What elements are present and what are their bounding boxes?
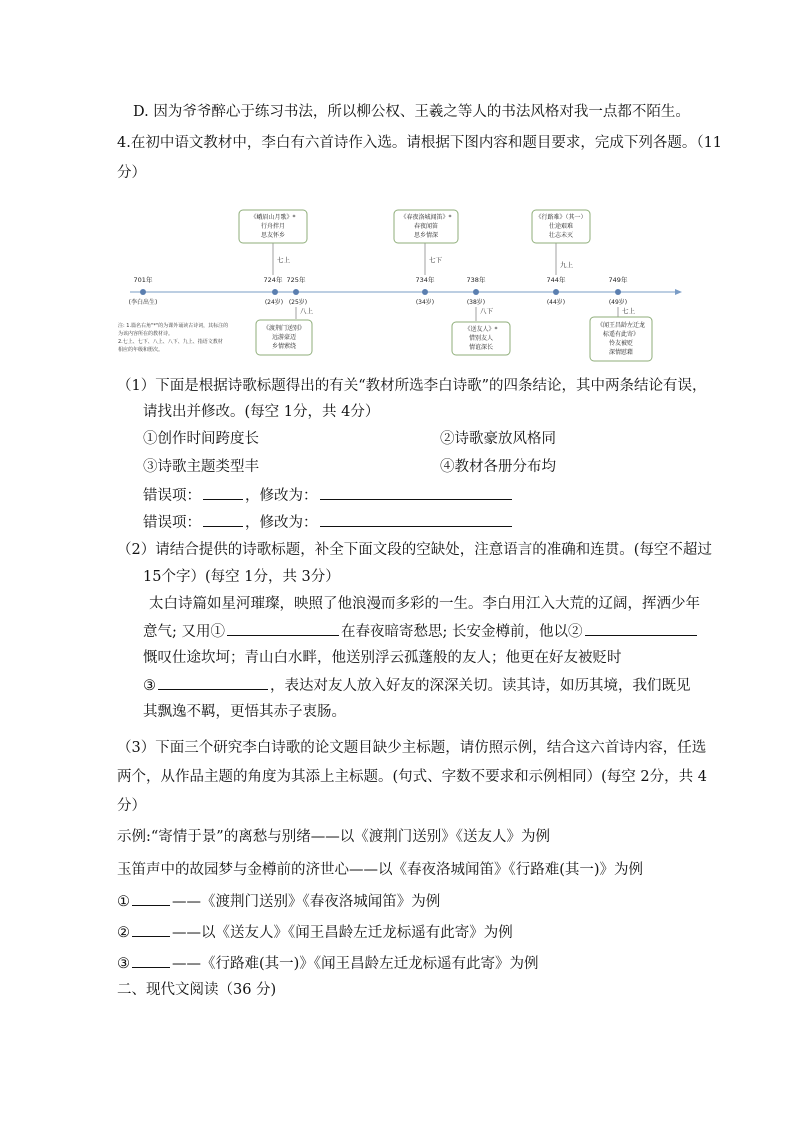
figure-note: 为该内容所在的教材诗。 [118,331,174,337]
year-label: 744年 [546,276,566,284]
poem-theme: 思乡情深 [413,232,439,239]
example-1: 示例:“寄情于景”的离愁与别绪——以《渡荆门送别》《送友人》为例 [117,829,550,845]
poem-theme: 乡情萦绕 [271,343,297,350]
grade-label: 七下 [429,256,442,264]
grade-label: 九上 [560,261,573,269]
conclusion-2: ②诗歌豪放风格同 [440,431,556,447]
answer-text: ——《渡荆门送别》《春夜洛城闻笛》为例 [172,894,441,910]
poem-theme: 壮志未灭 [548,232,574,239]
timeline-dot [272,289,278,295]
poem-theme: 怜友被贬 [608,340,634,347]
answer-blank-1[interactable] [132,891,170,906]
timeline-dot [293,289,299,295]
poem-theme: 远游豪迈 [271,334,297,341]
answer-blank-3[interactable] [132,953,170,968]
figure-note: 相应的年级和册次。 [118,347,164,353]
year-label: 734年 [415,276,435,284]
poem-theme: 仕途艰难 [548,223,574,230]
figure-note: 2.七上、七下、八上、八下、九上、指语文教材 [118,339,223,345]
error-answer-row [143,512,514,533]
part-1-line2: 请找出并修改。(每空 1分，共 4分） [143,404,380,420]
grade-label: 八上 [300,307,313,315]
grade-label: 八下 [480,307,493,315]
poem-title: 《行路难》（其一） [535,214,587,221]
passage-line: 太白诗篇如星河璀璨，映照了他浪漫而多彩的一生。李白用江入大荒的辽阔，挥洒少年 [149,596,700,612]
fix-label: ，修改为： [245,488,318,504]
conclusion-3: ③诗歌主题类型丰 [143,459,259,475]
poem-theme: 深情慰藉 [608,349,634,356]
fix-label: ，修改为： [245,515,318,531]
poem-theme: 惜别友人 [468,335,494,342]
year-label: 749年 [608,276,628,284]
poem-title: 标遥有此寄》 [602,331,640,338]
age-label: (李白出生) [128,299,158,306]
age-label: (24岁) [264,299,284,306]
poem-theme: 春夜闻笛 [413,223,439,230]
conclusion-4: ④教材各册分布均 [440,459,556,475]
timeline-arrow [675,289,682,295]
passage-blank-3[interactable] [158,675,268,690]
question-4-line2: 分） [117,165,146,181]
answer-text: ——《行路难(其一)》《闻王昌龄左迁龙标遥有此寄》为例 [172,956,539,972]
passage-text: ③ [143,678,156,694]
poem-title: 《渡荆门送别》 [262,325,306,332]
part-2-line2: 15个字）(每空 1分，共 3分） [143,569,340,585]
year-label: 725年 [286,276,306,284]
fix-blank[interactable] [320,485,512,500]
answer-line-1 [117,891,440,912]
answer-text: ——以《送友人》《闻王昌龄左迁龙标遥有此寄》为例 [172,925,513,941]
error-blank[interactable] [203,512,243,527]
question-4-line1: 4.在初中语文教材中，李白有六首诗作入选。请根据下图内容和题目要求，完成下列各题。（11 [117,135,723,151]
poem-title: 《送友人》* [464,326,498,333]
age-label: (25岁) [288,299,308,306]
timeline-dot [615,289,621,295]
answer-number: ② [117,925,130,941]
answer-blank-2[interactable] [132,922,170,937]
age-label: (44岁) [546,299,566,306]
option-d: D. 因为爷爷醉心于练习书法，所以柳公权、王羲之等人的书法风格对我一点都不陌生。 [133,104,690,120]
section-2-heading: 二、现代文阅读（36 分) [117,982,277,998]
error-blank[interactable] [203,485,243,500]
fix-blank[interactable] [320,512,512,527]
answer-number: ③ [117,956,130,972]
answer-line-2 [117,922,513,943]
passage-line: 其飘逸不羁，更悟其赤子衷肠。 [143,704,346,720]
conclusion-1: ①创作时间跨度长 [143,431,259,447]
figure-note: 注: 1.篇名右角"*"的为课外诵读古诗词，其标注的 [118,323,229,329]
passage-text: 意气; 又用① [143,624,225,640]
timeline-dot [422,289,428,295]
part-3-line3: 分） [117,798,146,814]
poem-theme: 行舟拌月 [260,223,286,230]
passage-line [143,675,691,696]
part-2-line1: （2）请结合提供的诗歌标题，补全下面文段的空缺处，注意语言的准确和连贯。(每空不超过 [117,542,712,558]
passage-blank-2[interactable] [585,621,697,636]
part-3-line1: （3）下面三个研究李白诗歌的论文题目缺少主标题，请仿照示例，结合这六首诗内容，任选 [117,740,707,756]
error-label: 错误项： [143,488,201,504]
answer-line-3 [117,953,539,974]
li-bai-timeline-figure [110,205,690,365]
poem-title: 《春夜洛城闻笛》* [400,214,452,221]
year-label: 701年 [133,276,153,284]
grade-label: 七上 [277,256,290,264]
passage-blank-1[interactable] [227,621,339,636]
part-3-line2: 两个，从作品主题的角度为其添上主标题。(句式、字数不要求和示例相同）(每空 2分，共 4 [117,769,707,785]
timeline-dot [473,289,479,295]
passage-text: ，表达对友人放入好友的深深关切。读其诗，如历其境，我们既见 [270,678,691,694]
age-label: (49岁) [608,299,628,306]
poem-theme: 情谊深长 [468,344,494,351]
timeline-dot [140,289,146,295]
age-label: (38岁) [466,299,486,306]
example-2: 玉笛声中的故园梦与金樽前的济世心——以《春夜洛城闻笛》《行路难(其一)》为例 [117,862,644,878]
passage-text: 在春夜暗寄愁思; 长安金樽前，他以② [341,624,583,640]
year-label: 724年 [263,276,283,284]
age-label: (34岁) [415,299,435,306]
part-1-line1: （1）下面是根据诗歌标题得出的有关“教材所选李白诗歌”的四条结论，其中两条结论有误， [117,378,707,394]
error-answer-row [143,485,514,506]
grade-label: 七上 [622,307,635,315]
poem-title: 《闻王昌龄左迁龙 [596,322,646,329]
timeline-dot [553,289,559,295]
error-label: 错误项： [143,515,201,531]
year-label: 738年 [466,276,486,284]
answer-number: ① [117,894,130,910]
poem-theme: 思友怀乡 [260,232,286,239]
passage-line [143,621,699,642]
poem-title: 《峨眉山月歌》* [250,214,296,221]
passage-line: 慨叹仕途坎坷；青山白水畔，他送别浮云孤蓬般的友人；他更在好友被贬时 [143,650,622,666]
